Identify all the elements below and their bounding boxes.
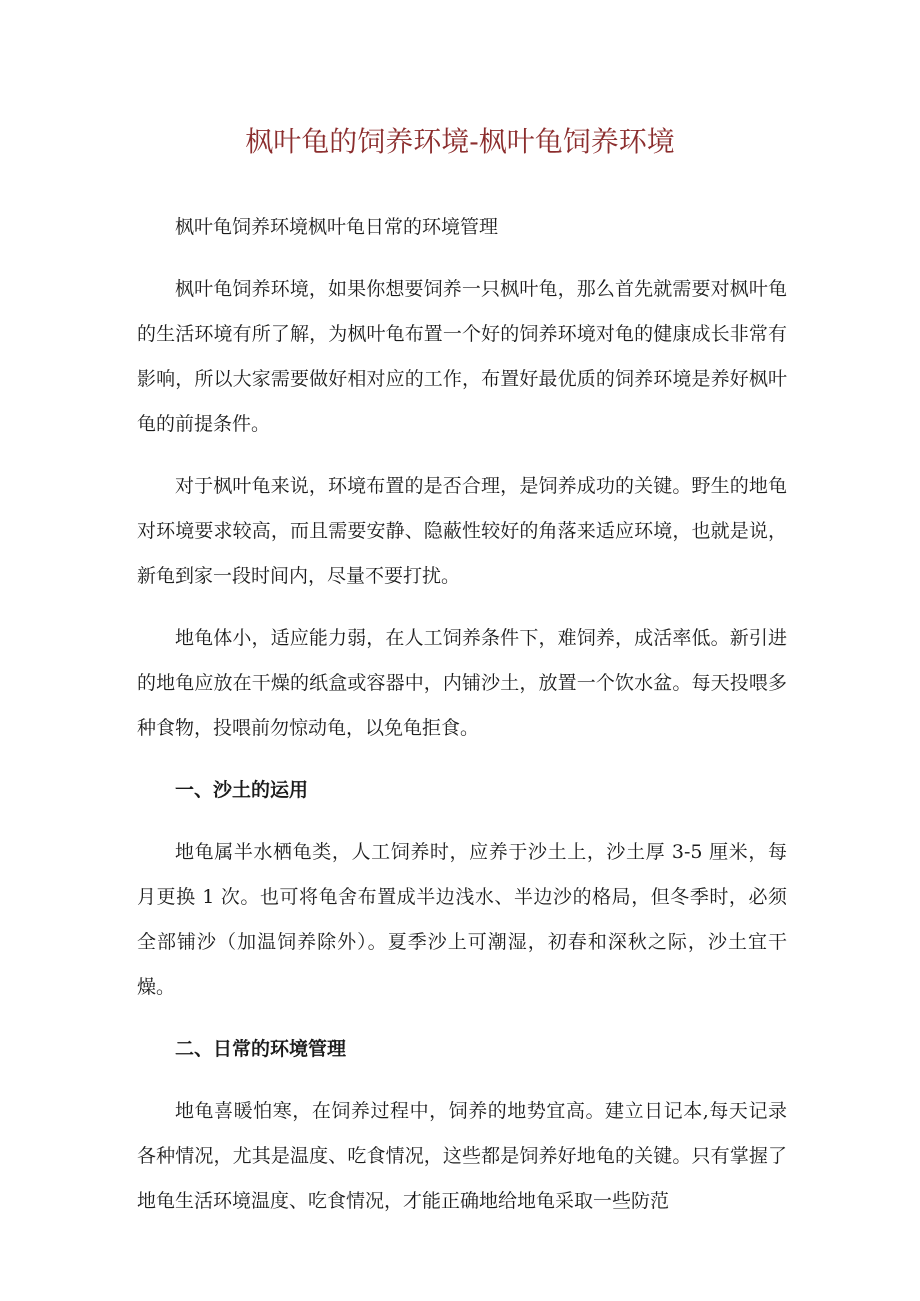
document-title: 枫叶龟的饲养环境-枫叶龟饲养环境 bbox=[245, 125, 675, 158]
document-body bbox=[137, 205, 787, 1224]
paragraph-sand-usage: 地龟属半水栖龟类，人工饲养时，应养于沙土上，沙土厚 3-5 厘米，每月更换 1 次。也可将龟舍布置成半边浅水、半边沙的格局，但冬季时，必须全部铺沙（加温饲养除外）。夏季沙上可潮湿，初春和深秋之际，沙土宜干燥。 bbox=[137, 841, 787, 998]
paragraph-daily-management: 地龟喜暖怕寒，在饲养过程中，饲养的地势宜高。建立日记本,每天记录各种情况，尤其是温度、吃食情况，这些都是饲养好地龟的关键。只有掌握了地龟生活环境温度、吃食情况，才能正确地给地龟采取一些防范 bbox=[137, 1100, 787, 1212]
paragraph-intro: 枫叶龟饲养环境，如果你想要饲养一只枫叶龟，那么首先就需要对枫叶龟的生活环境有所了解，为枫叶龟布置一个好的饲养环境对龟的健康成长非常有影响，所以大家需要做好相对应的工作，布置好最优质的饲养环境是养好枫叶龟的前提条件。 bbox=[137, 278, 787, 435]
paragraph-new-turtle-care: 地龟体小，适应能力弱，在人工饲养条件下，难饲养，成活率低。新引进的地龟应放在干燥的纸盒或容器中，内铺沙土，放置一个饮水盆。每天投喂多种食物，投喂前勿惊动龟，以免龟拒食。 bbox=[137, 627, 787, 739]
paragraph-subtitle: 枫叶龟饲养环境枫叶龟日常的环境管理 bbox=[175, 216, 499, 238]
section-heading-daily-management: 二、日常的环境管理 bbox=[175, 1038, 347, 1060]
paragraph-environment-key: 对于枫叶龟来说，环境布置的是否合理，是饲养成功的关键。野生的地龟对环境要求较高，而且需要安静、隐蔽性较好的角落来适应环境，也就是说，新龟到家一段时间内，尽量不要打扰。 bbox=[137, 475, 787, 587]
section-heading-sand: 一、沙土的运用 bbox=[175, 779, 309, 801]
